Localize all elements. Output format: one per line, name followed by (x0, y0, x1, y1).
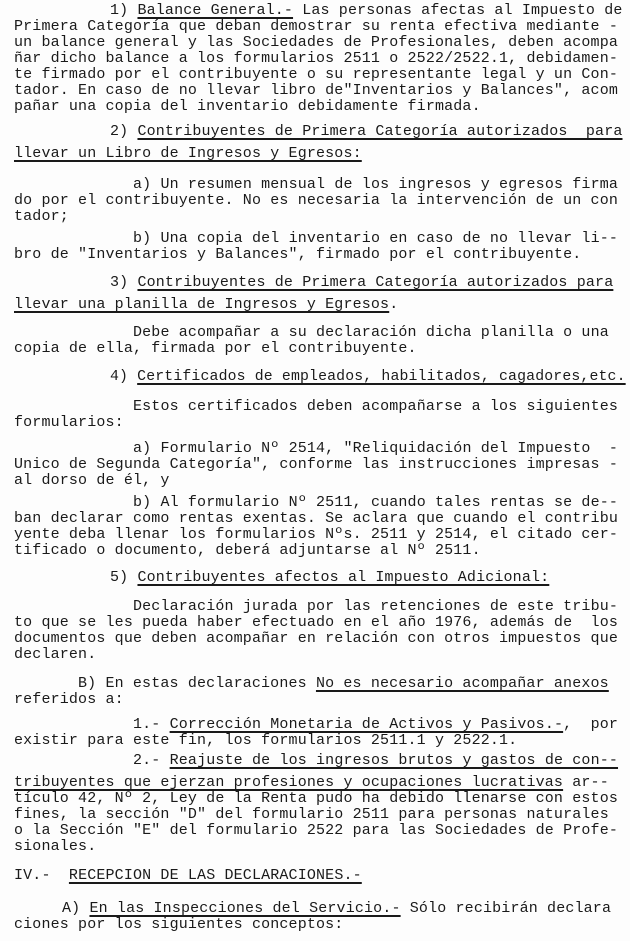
s1-line1 (110, 3, 623, 19)
s1-line1-text: Las personas afectas al Impuesto de (293, 2, 623, 19)
sIV-title: RECEPCION DE LAS DECLARACIONES.- (68, 867, 362, 884)
s2-a-line3: tador; (14, 208, 69, 225)
sB-item1-line2: existir para este fin, los formularios 2511.1 y 2522.1. (14, 732, 518, 749)
sB-item2-line3: tículo 42, Nº 2, Ley de la Renta pudo ha debido llenarse con estos (14, 790, 618, 807)
sIV-a-title: En las Inspecciones del Servicio.- (89, 900, 401, 917)
s4-b-line3: yente deba llenar los formularios Nºs. 2511 y 2514, el citado cer- (14, 526, 618, 543)
s1-line3: un balance general y las Sociedades de Profesionales, deben acompa (14, 34, 618, 51)
sB-item1-line1 (133, 717, 618, 733)
sIV-heading (14, 868, 362, 884)
sIV-a-rest: Sólo recibirán declara (400, 900, 612, 917)
sIV-number: IV.- (14, 867, 69, 884)
s4-a-line1: a) Formulario Nº 2514, "Reliquidación del Impuesto - (133, 440, 619, 457)
s2-title: Contribuyentes de Primera Categoría autorizados para (137, 123, 623, 140)
sB-item2-line5: o la Sección "E" del formulario 2522 para las Sociedades de Profe- (14, 822, 618, 839)
s5-para-line4: declaren. (14, 646, 97, 663)
s3-title: Contribuyentes de Primera Categoría autorizados para (137, 274, 614, 291)
sB-item1-title: Corrección Monetaria de Activos y Pasivos.- (169, 716, 564, 733)
s2-a-line2: do por el contribuyente. No es necesaria la intervención de un con (14, 192, 618, 209)
sB-title: No es necesario acompañar anexos (315, 675, 609, 692)
s3-title-cont: llevar una planilla de Ingresos y Egresos (14, 296, 390, 313)
sB-line1 (78, 676, 609, 692)
sB-item2-number: 2.- (133, 752, 170, 769)
s1-line2: Primera Categoría que deban demostrar su renta efectiva mediante - (14, 18, 618, 35)
s4-a-line3: al dorso de él, y (14, 472, 170, 489)
s4-heading (110, 369, 626, 385)
sIV-a-line2: ciones por los siguientes conceptos: (14, 916, 344, 933)
s1-title: Balance General.- (137, 2, 294, 19)
s2-heading-line1 (110, 124, 623, 140)
sB-item2-line2 (14, 775, 609, 791)
sB-item2-line2-rest: ar-- (563, 774, 609, 791)
sB-item2-line4: fines, la sección "D" del formulario 2511 para personas naturales (14, 806, 609, 823)
s4-title: Certificados de empleados, habilitados, cagadores,etc. (137, 368, 626, 385)
s4-b-line1: b) Al formulario Nº 2511, cuando tales rentas se de-- (133, 494, 619, 511)
s3-heading-line1 (110, 275, 613, 291)
s3-para-line1: Debe acompañar a su declaración dicha planilla o una (133, 324, 609, 341)
sB-item1-rest: , por (563, 716, 619, 733)
s1-line4: ñar dicho balance a los formularios 2511 o 2522/2522.1, debidamen- (14, 50, 618, 67)
s5-para-line2: to que se les pueda haber efectuado en el año 1976, además de los (14, 614, 618, 631)
sB-line2: referidos a: (14, 691, 124, 708)
s5-para-line3: documentos que deben acompañar en relación con otros impuestos que (14, 630, 618, 647)
sIV-a-number: A) (62, 900, 90, 917)
s3-heading-line2 (14, 297, 398, 313)
s2-heading-line2: llevar un Libro de Ingresos y Egresos: (14, 145, 362, 162)
sB-item2-title: Reajuste de los ingresos brutos y gastos de con-- (169, 752, 619, 769)
s2-a-line1: a) Un resumen mensual de los ingresos y egresos firma (133, 176, 619, 193)
s1-line5: te firmado por el contribuyente o su representante legal y un Con- (14, 66, 618, 83)
sB-item2-line1 (133, 753, 618, 769)
s1-number: 1) (110, 2, 138, 19)
s3-number: 3) (110, 274, 138, 291)
s4-number: 4) (110, 368, 138, 385)
s1-line6: tador. En caso de no llevar libro de"Inventarios y Balances", acom (14, 82, 618, 99)
s1-line7: pañar una copia del inventario debidamente firmada. (14, 98, 481, 115)
sB-lead: B) En estas declaraciones (78, 675, 316, 692)
s4-para-line1: Estos certificados deben acompañarse a los siguientes (133, 398, 619, 415)
s5-title: Contribuyentes afectos al Impuesto Adicional: (137, 569, 550, 586)
sB-item2-line6: sionales. (14, 838, 97, 855)
s3-title-period: . (389, 296, 399, 313)
s2-number: 2) (110, 123, 138, 140)
s2-b-line1: b) Una copia del inventario en caso de no llevar li-- (133, 230, 619, 247)
sIV-a-line1 (62, 901, 611, 917)
sB-item1-number: 1.- (133, 716, 170, 733)
s4-para-line2: formularios: (14, 414, 124, 431)
s5-number: 5) (110, 569, 138, 586)
s5-para-line1: Declaración jurada por las retenciones de este tribu- (133, 598, 619, 615)
s2-b-line2: bro de "Inventarios y Balances", firmado por el contribuyente. (14, 246, 582, 263)
s4-b-line4: tificado o documento, deberá adjuntarse al Nº 2511. (14, 542, 481, 559)
s3-para-line2: copia de ella, firmada por el contribuyente. (14, 340, 417, 357)
s5-heading (110, 570, 549, 586)
s4-b-line2: ban declarar como rentas exentas. Se aclara que cuando el contribu (14, 510, 618, 527)
sB-item2-title-cont: tribuyentes que ejerzan profesiones y ocupaciones lucrativas (14, 774, 564, 791)
s4-a-line2: Unico de Segunda Categoría", conforme las instrucciones impresas - (14, 456, 618, 473)
